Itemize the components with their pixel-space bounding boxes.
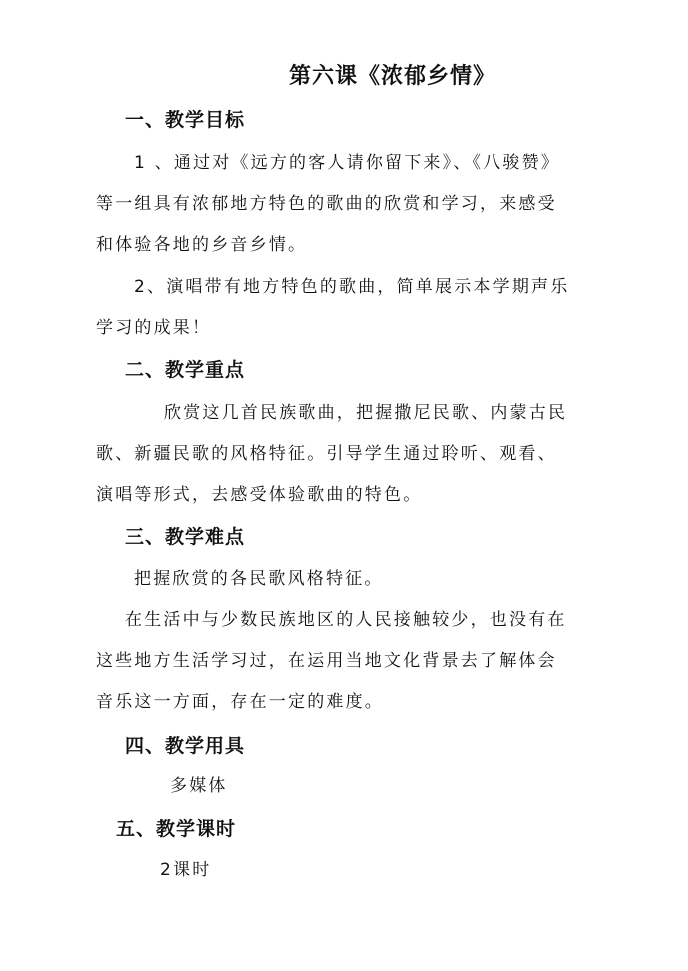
class-hours-line-1: 2课时 [160, 860, 212, 880]
section-heading-teaching-goals: 一、教学目标 [125, 109, 246, 131]
document-title: 第六课《浓郁乡情》 [289, 64, 497, 89]
difficulties-line-4: 音乐这一方面，存在一定的难度。 [96, 692, 384, 712]
section-heading-difficulties: 三、教学难点 [125, 526, 246, 548]
difficulties-line-1: 把握欣赏的各民歌风格特征。 [134, 569, 384, 589]
section-heading-materials: 四、教学用具 [125, 735, 246, 757]
key-points-line-1: 欣赏这几首民族歌曲，把握撒尼民歌、内蒙古民 [164, 403, 568, 423]
goals-line-4: 2、演唱带有地方特色的歌曲，简单展示本学期声乐 [134, 277, 570, 297]
difficulties-line-2: 在生活中与少数民族地区的人民接触较少，也没有在 [125, 610, 567, 630]
materials-line-1: 多媒体 [170, 776, 228, 796]
key-points-line-3: 演唱等形式，去感受体验歌曲的特色。 [96, 485, 423, 505]
goals-line-1: 1 、通过对《远方的客人请你留下来》、《八骏赞》 [134, 153, 561, 173]
section-heading-class-hours: 五、教学课时 [116, 818, 237, 840]
goals-line-3: 和体验各地的乡音乡情。 [96, 235, 308, 255]
difficulties-line-3: 这些地方生活学习过，在运用当地文化背景去了解体会 [96, 651, 557, 671]
key-points-line-2: 歌、新疆民歌的风格特征。引导学生通过聆听、观看、 [96, 444, 557, 464]
goals-line-5: 学习的成果！ [96, 318, 212, 338]
goals-line-2: 等一组具有浓郁地方特色的歌曲的欣赏和学习，来感受 [96, 194, 557, 214]
section-heading-key-points: 二、教学重点 [125, 359, 246, 381]
